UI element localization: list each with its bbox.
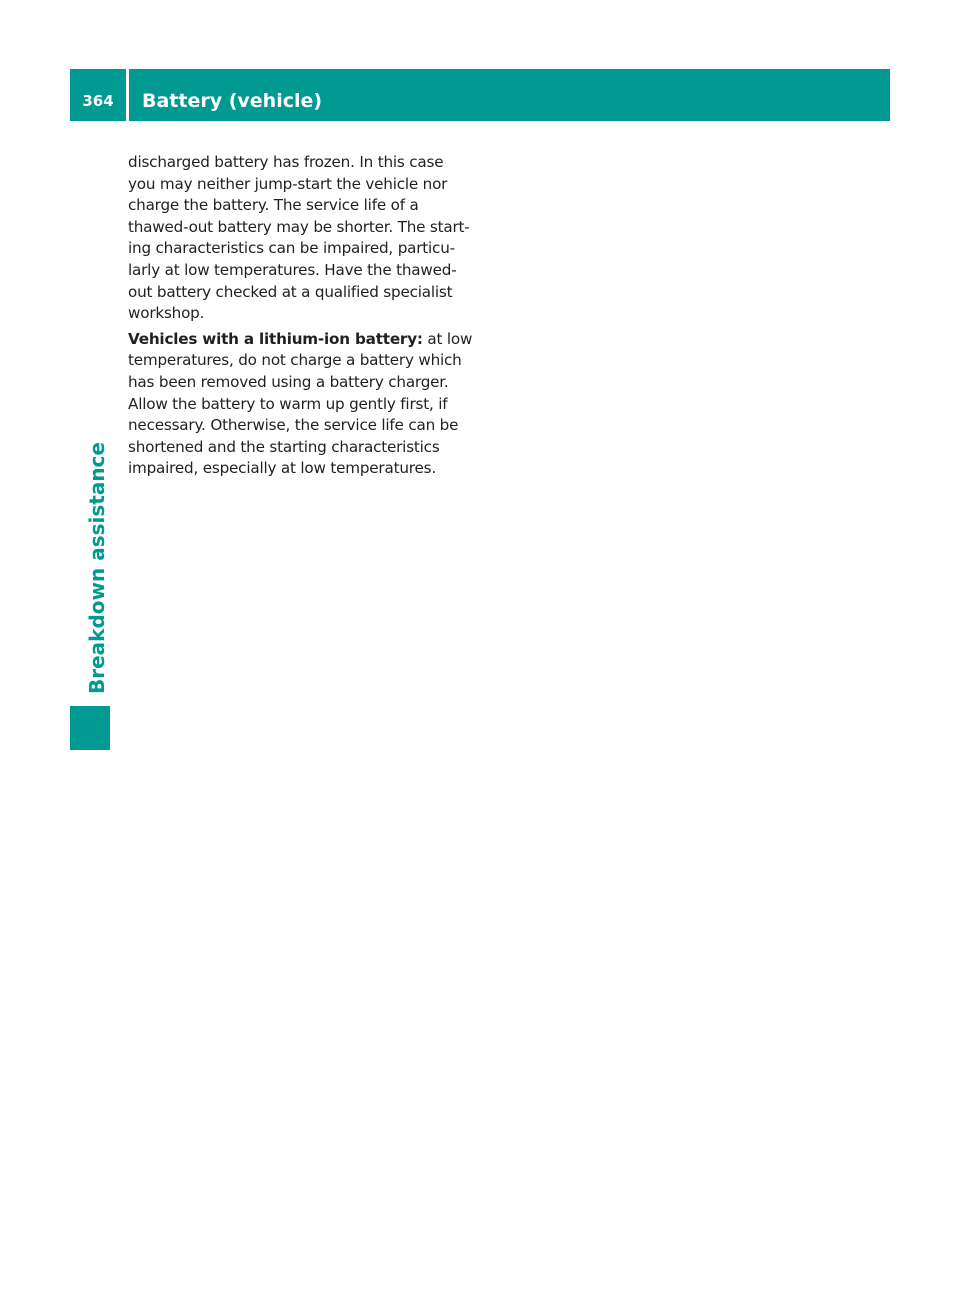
text-line: ing characteristics can be impaired, particu- bbox=[128, 239, 455, 258]
section-title: Battery (vehicle) bbox=[142, 90, 323, 112]
body-text bbox=[128, 152, 473, 484]
text-line: out battery checked at a qualified specialist bbox=[128, 282, 453, 301]
text-line: shortened and the starting characteristics bbox=[128, 437, 440, 456]
header-divider bbox=[126, 69, 129, 121]
paragraph-frozen-battery bbox=[128, 152, 470, 325]
page-number: 364 bbox=[82, 92, 114, 110]
text-line: larly at low temperatures. Have the thawed- bbox=[128, 260, 457, 279]
text-line bbox=[128, 329, 473, 351]
paragraph-lithium-ion bbox=[128, 329, 473, 480]
text-line: you may neither jump-start the vehicle nor bbox=[128, 174, 448, 193]
text-line: charge the battery. The service life of a bbox=[128, 196, 419, 215]
text-line: impaired, especially at low temperatures. bbox=[128, 459, 436, 478]
text-line: discharged battery has frozen. In this case bbox=[128, 153, 444, 171]
side-tab-label: Breakdown assistance bbox=[85, 442, 109, 694]
text-line: thawed-out battery may be shorter. The start- bbox=[128, 217, 470, 236]
lithium-ion-lead: at low bbox=[422, 329, 473, 348]
side-tab-marker bbox=[70, 706, 110, 750]
lithium-ion-heading: Vehicles with a lithium-ion battery: bbox=[128, 329, 423, 348]
text-line: necessary. Otherwise, the service life can be bbox=[128, 416, 459, 435]
page-header bbox=[70, 69, 890, 121]
text-line: Allow the battery to warm up gently first, if bbox=[128, 394, 448, 413]
text-line: has been removed using a battery charger. bbox=[128, 372, 449, 391]
text-line: temperatures, do not charge a battery which bbox=[128, 351, 462, 370]
text-line: workshop. bbox=[128, 304, 205, 323]
